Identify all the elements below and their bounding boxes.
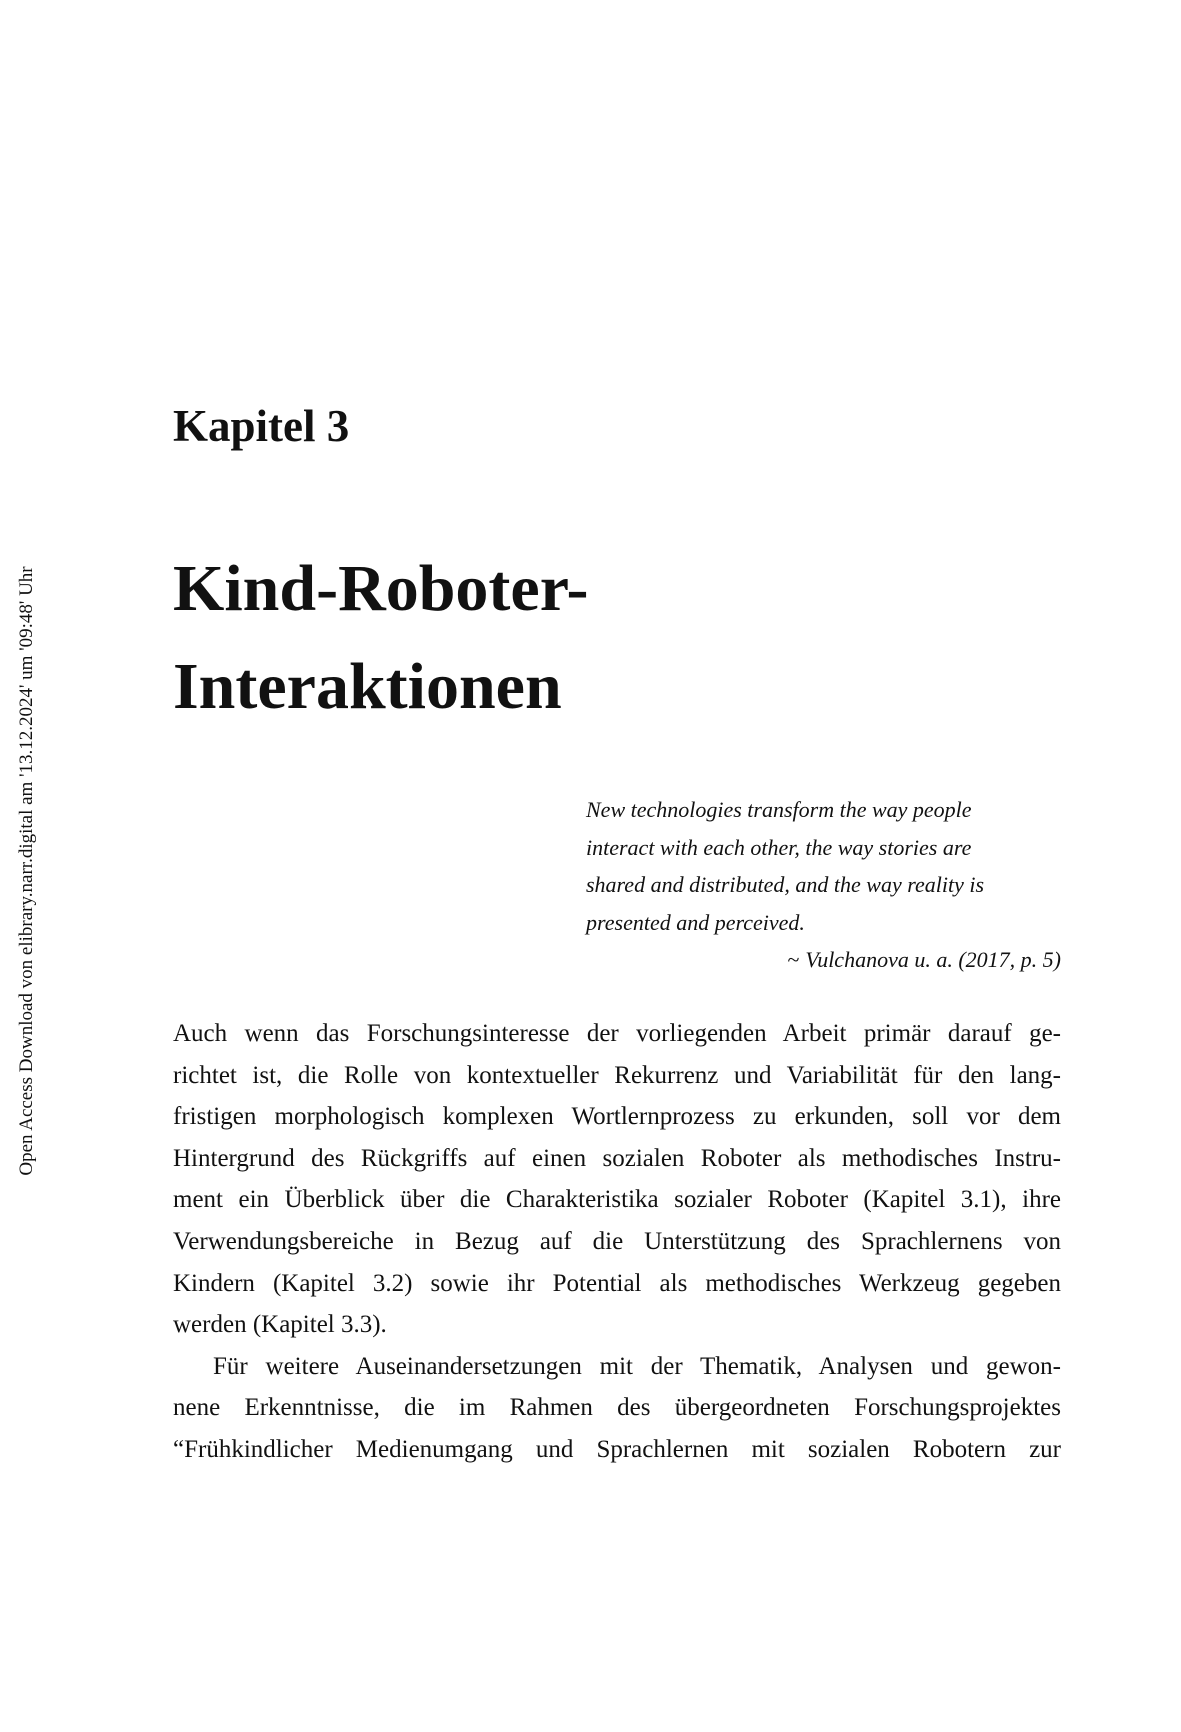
chapter-title-line: Interaktionen xyxy=(173,650,562,723)
body-text xyxy=(173,1013,1061,1471)
text-line: Verwendungsbereiche in Bezug auf die Unterstützung des Sprachlernens von xyxy=(173,1227,1061,1255)
epigraph-citation: Vulchanova u. a. (2017, p. 5) xyxy=(805,947,1061,972)
paragraph xyxy=(173,1013,1061,1346)
chapter-title xyxy=(173,540,589,736)
text-line: Kindern (Kapitel 3.2) sowie ihr Potential als methodisches Werkzeug gegeben xyxy=(173,1269,1061,1297)
text-line: nene Erkenntnisse, die im Rahmen des übergeordneten Forschungsprojektes xyxy=(173,1394,1061,1422)
text-line: werden (Kapitel 3.3). xyxy=(173,1311,387,1339)
epigraph-line: New technologies transform the way people xyxy=(586,797,972,822)
tilde-mark: ~ xyxy=(787,947,800,972)
text-line: Hintergrund des Rückgriffs auf einen sozialen Roboter als methodisches Instru- xyxy=(173,1144,1061,1172)
text-line: Auch wenn das Forschungsinteresse der vorliegenden Arbeit primär darauf ge- xyxy=(173,1020,1061,1047)
text-line: richtet ist, die Rolle von kontextueller Rekurrenz und Variabilität für den lang- xyxy=(173,1061,1061,1089)
epigraph-line: interact with each other, the way stories are xyxy=(586,834,972,860)
text-line: fristigen morphologisch komplexen Wortlernprozess zu erkunden, soll vor dem xyxy=(173,1103,1061,1131)
text-line: ment ein Überblick über die Charakteristika sozialer Roboter (Kapitel 3.1), ihre xyxy=(173,1186,1061,1214)
paragraph xyxy=(173,1346,1061,1471)
epigraph-line: presented and perceived. xyxy=(586,909,805,935)
epigraph-line: shared and distributed, and the way reality is xyxy=(586,872,985,897)
download-watermark: Open Access Download von elibrary.narr.digital am '13.12.2024' um '09:48' Uhr xyxy=(16,566,37,1176)
text-line: Für weitere Auseinandersetzungen mit der Thematik, Analysen und gewon- xyxy=(213,1352,1061,1380)
epigraph xyxy=(586,791,1061,979)
text-line: “Frühkindlicher Medienumgang und Sprachlernen mit sozialen Robotern zur xyxy=(173,1435,1061,1463)
chapter-label: Kapitel 3 xyxy=(173,401,350,451)
chapter-title-line: Kind-Roboter- xyxy=(173,552,589,625)
epigraph-source xyxy=(586,941,1061,979)
